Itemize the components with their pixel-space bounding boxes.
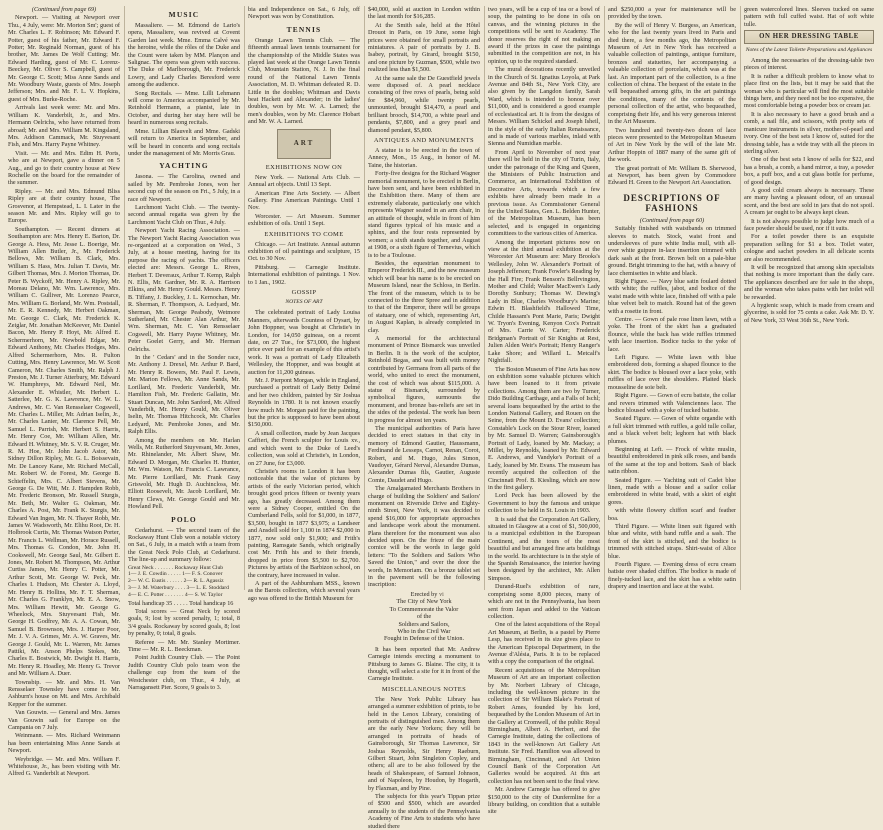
paragraph: The municipal authorities of Paris have decided to erect statues in that city in memory of Edmond Gautier, Haussmann, Ferdinand de Lesseps, Carnot, Renan, Corot, Robert, and M. Hugo, Jules Simon, Vaudoyer, Gérard Nerval, Alexandre Dumas, Alexander Dumas fils, Gautier, Auguste Comte, Daudet and Hugo. [368,424,480,484]
paragraph: Mr. J. Pierpont Morgan, while in England, purchased a portrait of Lady Betty Delmé and her two children, painted by Sir Joshua Reynolds in 1780. It is not known exactly how much Mr. Morgan paid for the painting, but the price is supposed to have been about $150,000. [248,377,360,429]
column-2 [128,6,240,692]
column-rule [364,6,365,590]
paragraph: Song Recitals. — Mme. Lilli Lehmann will come to America accompanied by Mr. Reinhold Hermann, a pianist, late in October, and during her stay here will be heard in numerous song recitals. [128,89,240,127]
paragraph: Seated Figure. — Yachting suit of Cadet blue linen, made with a blouse and a sailor collar embroidered in white braid, with a skirt of eight gores. [608,476,736,506]
art-section-logo [277,129,331,159]
inscription-line: To Commemorate the Valor [389,605,459,613]
continued-note: (Continued from page 69) [31,6,97,13]
paragraph: A part of the Ashburnham MSS., known as the Barois collection, which several years ago was offered to the British Museum for [248,580,360,602]
paragraph: Massaliere. — M. Edmond de Lario's opera, Massaliere, was revived at Covent Garden last week. Mme. Emma Calvé was the heroine, while the rôles of the Duke and the Count were taken by MM. Plançon and Salignac. The opera was given with success. The Duke of Marlborough, Mr. Frederick Lowry, and Lady Charles Beresford were among the audience. [128,22,240,89]
paragraph: Newport Yacht Racing Association. — The Newport Yacht Racing Association was re-organized at a corporation on Wed., 3 July, at a house meeting, having for its purpose the racing of yachts. The officers elected are: Messrs. George L. Rives, Herbert T. Deveraux, Arthur T. Kemp, Ralph N. Ellis, Mr. Gardner, Mr. R. A. Harrison Elkins, and Mr. Henry Gould. Messrs. Henry B. Tiffany, J. Buckley, J. L. Kernochan, Mr. R. Sherman, F. Thompson, A. Ledyard, Mr. Sherman, Mr. George Peabody, Wetmore Sutherland, Mr. Chester Alan Arthur, Mr. Wm. Sherman, Mr. C. Van Rensselaer Cogswell, Mr. Harry Payne Whitney, Mr. Peter Goelet Gerry, and Mr. Herman Oelrichs. [128,227,240,353]
paragraph: and $250,000 a year for maintenance will be provided by the town. [608,6,736,21]
paragraph: Mme. Lillian Blauvelt and Mme. Gadski will return to America in September, and will be heard in concerts and song recitals under the management of Mr. Morris Grau. [128,127,240,157]
paragraph: Beginning at Left. — Frock of white muslin, beautiful embroidered in pink silk roses, and bands of the same at the top and bottom. Sash of black satin ribbon. [608,445,736,476]
column-rule [604,6,605,590]
paragraph: bia and Independence on Sat., 6 July, off Newport was won by Constitution. [248,6,360,21]
paragraph: Arrivals last week were: Mr. and Mrs. William K. Vanderbilt, Jr., and Mrs. Hermann Oelrichs, who have returned from abroad; Mr. and Mrs. William M. Kingsland, Mrs. Addison Cammack, Mr. Stuyvesant Fish, and Mrs. Harry Payne Whitney. [8,104,120,149]
paragraph: Third Figure. — White linen suit figured with blue and white, with band ruffle and a sash. The front of the skirt is stitched, and the bodice is trimmed with stitched straps. Shirt-waist of Alice blue. [608,523,736,560]
paragraph: It will be recognized that among skin specialists that nothing is more important than the daily care. The appliances described are for sale in the shops, and the woman who takes pains with her toilet will be rewarded. [744,264,874,301]
paragraph: One of the latest acquisitions of the Royal Art Museum, at Berlin, is a pastel by Pierre Lesp, has received in its size gives place to the American Episcopal Department, in the Avenue d'Alésia, Paris. It is to be replaced with a copy the comparison of the original. [488,621,600,666]
section-heading-antiques: ANTIQUES AND MONUMENTS [373,136,475,144]
paragraph: Cedarhurst. — The second team of the Rockaway Hunt Club won a notable victory on Sat., 6 July, in a match with a team from the Great Neck Polo Club, at Cedarhurst. The line-up and summary follow: [128,526,240,564]
paragraph: Weinmann. — Mrs. Richard Weinmann has been entertaining Miss Anne Sands at Newport. [8,732,120,755]
inscription-line: of the [416,613,432,621]
dressing-table-subtitle: Notes of the Latest Toilette Preparations and Appliances [745,46,873,53]
paragraph: Chicago. — Art Institute. Annual autumn exhibition of oil paintings and sculpture, 15 Oct. to 30 Nov. [248,240,360,263]
paragraph: Jasona. — The Carolina, owned and sailed by Mr. Pembroke Jones, won her second cup of the season on Fri., 5 July, in a race off Newport. [128,173,240,203]
paragraph: Total handicap 35 . . . . . Total handicap 16 [128,599,234,607]
paragraph: The New York Public Library has arranged a summer exhibition of prints, to be held in the Lenox Library, consisting of portraits of distinguished men. Among them are the early New Yorkers; they will be arranged in portraits of heads of Gainsborough, Sir Thomas Lawrence, Sir Joshua Reynolds, Sir Henry Raeburn, Gilbert Stuart, John Singleton Copley, and others; all are to be also followed by the heads of Shakespeare, of Samuel Johnson, and of Napoleon, by Houdon, by Hogarth, by Flaxman, and by Pine. [368,695,480,792]
page-number: vi [439,592,444,598]
paragraph: Southampton. — Recent dinners at Southampton are: Mrs. Henry E. Barton, Dr. George A. Hess, Mr. Jesse L. Boerige, Mr. William Allen Butler, Jr., Mr. Frederick Bellows, Mr. William B. Clark, Mrs. William S. Hass, Mrs. Julian T. Davis, Mr. Gilbert Thomas, Mrs. J. Morton Thomas, Dr. Peter B. Wyckoff, Mr. Henry A. Ripley, Mr. Moreau Delano, Mr. Wm. Lawrence, Mrs. William C. Gulliver, Mr. Lorenzo Pearce, Mrs. William G. Borland, Mr. Wm. Poststall, Mr. E. R. Kennedy, Mr. Herbert Oakman, Mr. George C. Clark, Mr. Frederick K. Zeiglar, Mr. Jonathan McKeever, Mr. Daniel Bacon, Mr. Henry P. Hoyt, Mr. Alfred E. Schermerhorn, Mr. Newbold Edgar, Mr. Edward Anthony, Mr. Charles Hodges, Mrs. Alfred Schermerhorn, Mrs. R. Fulton Cutting, Mrs. Henry Lawrence, Mr. W. Scott Cameron, Mr. Charles Smith, Mr. Ralph J. Preston, Mr. J. Turner Atterbury, Mr. Edward W. Humphreys, Mr. Edward Neil, Mr. Alexander E. Whistler, Mr. Herbert L. Satterlee, Mr. G. K. Lawrence, Mr. W. L. Andrews, Mr. C. Van Rensselaer Cogswell, Mr. Charles L. Miller, Mr. Adrian Iselin, Jr., Mr. Charles Lanier, Mr. Clarence Pell, Mr. Samuel L. Parrish, Mr. Herbert S. Harris, Mr. Henry Coe, Mr. William Allen, Mr. Edward H. Whitney, Mr. S. V. R. Cruger, Mr. R. M. Hoe, Mr. John Jacob Astor, Mr. Sidney Dillon Ripley, Mr. G. L. Boissevain, Mr. De Lancey Kane, Mr. Richard McCall, Mr. Robert W. de Forest, Mr. George B. Schieffelin, Mrs. C. Albert Stevens, Mr. George G. De Witt, Mr. J. Hampden Robb, Mr. Frederic Bronson, Mr. Russell Sturgis, Mr. Beth, Mr. Walter G. Oakman, Mr. Charles A. Post, Mr. Frank K. Sturgis, Mr. Edward Van Ingen, Mr. N. Thayer Robb, Mr. James W. Wadsworth, Mr. Elihu Root, Dr. H. Holbrook Curtis, Mr. Thomas Watson Porter, Mr. Francis L. Wellman, Mr. Horace Russell, Mrs. Thomas G. Condon, Mr. John H. Cookswell, Mr. George Saul, Mr. Gilbert E. Jones, Mr. Robert M. Thompson, Mr. Arthur Curtiss James, Mr. Henry C. Potter, Mr. Arthur Scott, Mr. George W. Peck, Mr. Charles I. Hudson, Mr. Chester A. Lloyd, Mr. Henry B. Hollins, Mr. F. T. Sherman, Mr. Charles G. Franklyn, Mr. E. A. Snow, Mrs. William Hewitt, Mr. George G. Wheelock, Mrs. Stuyvesant Fish, Mr. George H. Godfrey, Mr. A. A. Cowan, Mr. Samuel B. Brownson, Mrs. J. Harper Poor, Mr. J. V. A. Grimes, Mr. A. W. Graves, Mr. George J. Gould, Mr. L. Warren, Mr. James Pattiki, Mr. Anson Phelps Stokes, Mr. Charles E. Bostwick, Mr. Dwight H. Harris, Mr. Henry R. Hoadley, Mr. Henry G. Trevor and Mr. William A. Duer. [8,225,120,678]
paragraph: It has been reported that Mr. Andrew Carnegie intends erecting a monument to Pittsburg to James G. Blaine. The city, it is thought, will select a site for it in front of the Carnegie Institute. [368,645,480,683]
continued-note: (Continued from page 60) [639,216,705,224]
column-4 [368,6,480,830]
paragraph: The mural decorations recently unveiled in the Church of St. Ignatius Loyola, at Park Avenue and 84th St., New York City, are also given by the Langdon family, Sarah Ward, which is intended to honour over $11,000, and is considered a good example of ecclesiastical art. It is from the designs of Messrs. William Schickel and Joseph Isheil, in the style of the early Italian Renaissance, and is made of various marbles, inlaid with Sienna and Numidian marble. [488,66,600,148]
paragraph: Weybridge. — Mr. and Mrs. William F. Whitehouse, Jr., has been visiting with Mr. Alfred G. Vanderbilt at Newport. [8,755,120,778]
paragraph: Larchmont Yacht Club. — The twenty-second annual regatta was given by the Larchmont Yacht Club on Thur., 4 July. [128,203,240,226]
section-heading-tennis: TENNIS [286,24,322,34]
paragraph: Right Figure. — Gown of ecru batiste, the collar and revers trimmed with Valenciennes lace. The bodice bloused with a yoke of tucked batiste. [608,392,736,414]
monument-inscription [368,591,480,643]
paragraph: Seated Figure. — Gown of white organdie with a full skirt trimmed with ruffles, a gold tulle collar, and a black velvet belt; leghorn hat with black plumes. [608,415,736,445]
paragraph: For a toilet powder there is an exquisite preparation selling for $1 a box. Toilet water, cologne and sachet powders in all delicate scents are also recommended. [744,233,874,263]
column-6 [608,6,736,592]
paragraph: Referee — Mr. Mr. Stanley Mortimer. Time — Mr. R. L. Beeckman. [128,638,240,654]
inscription-line: Soldiers and Sailors, [398,620,450,628]
column-rule [244,6,245,590]
paragraph: Suitably finished with waistbands on trimmed sleeves to match. Stock, waist front and undersleeves of pure white India mull, with all-over white guipure in-lace insertion trimmed with dark sash at the front. Brown belt on a pale-blue ground. Bright trimming to the hat, with a heavy of lace chemisettes in white and black. [608,225,736,277]
column-rule [740,6,741,590]
paragraph: with white flowery chiffon scarf and feather boa. [608,507,736,522]
paragraph: Orange Lawn Tennis Club. — The fifteenth annual lawn tennis tournament for the championship of the Middle States was played last week at the Orange Lawn Tennis Club, Mountain Station, N. J. In the final round of the National Lawn Tennis Association, M. D. Whitman defeated R. D. Little in the doubles; Whitman and Davis beat Hackett and Alexander; in the ladies' doubles, won by Mr. W. A. Larned; the men's doubles, won by Mr. Clarence Hobart and Mr. W. A. Larned. [248,36,360,126]
paragraph: A memorial for the architectural monument of Prince Bismarck was unveiled in Berlin. It is the work of the sculptor, Reinhold Begas, and was built with money contributed by Germans from all parts of the world, who united to erect the monument, the cost of which was about $115,000. A statue of Bismarck, surrounded by symbolical figures, surmounts the monument, and bronze bas-reliefs are set in the sides of the pedestal. The work has been in progress for almost ten years. [368,335,480,424]
paragraph: It is also necessary to have a good brush and a comb, a nail file, and scissors, with pretty sets of manicure instruments in silver, mother-of-pearl and ivory. One of the best sets I know of, suited for the dressing table, has a wide tray with all the pieces in sterling silver. [744,110,874,155]
paragraph: The great portrait of Mr. William B. Sherwood, at Newport, has been given by Commodore Edward H. Green to the Newport Art Association. [608,164,736,187]
gossip-subheading: NOTES OF ART [285,298,323,305]
paragraph: By the will of Henry V. Burgess, an American, who for the last twenty years lived in Paris and died there, a few months ago, the Metropolitan Museum of Art in New York has received a valuable collection of paintings, antique furniture, bronzes and statuettes, her accompanying a valuable collection of porcelain, which was at the last. An important part of the collection, is a fine collection of china. The bequest of the estate in the will bequeathed among gifts, in the art paintings the conditions, many of the contents of the personal collection of the artist, who bequeathed, comprising their life, and his very generous interest in the Art Museum. [608,21,736,126]
paragraph: In the ' Cedars' and in the Sonder race, Mr. Anthony J. Drexel, Mr. Arthur P. Bard, Mr. Henry R. Bowers, Mr. Paul F. Lewis, Mr. Marion Fellows, Mr. Anne Sands, Mr. Lorillard, Mr. Frederic Vanderbilt, Mr. Hamilton Fish, Mr. Frederic Gallatin, Mr. Stuart Duncan, Mr. John Sanford, Mr. Alfred Vanderbilt, Mr. Henry Gould, Mr. Oliver Iselin, Mr. Thomas Hitchcock, Mr. Charles Ledyard, Mr. Pembroke Jones, and Mr. Ralph Ellis. [128,354,240,436]
paragraph: Townsbip. — Mr. and Mrs. H. Van Rensselaer Townsley have come to Mr. Ashburn's house on Mt. and Mrs. Archibald Kepper for the summer. [8,678,120,708]
section-heading-polo: POLO [171,514,197,524]
paragraph: Van Gouwin. — General and Mrs. James Van Gouwin sail for Europe on the Campania on 7 July. [8,709,120,731]
column-5 [488,6,601,816]
paragraph: One of the best sets I know of sells for $22, and has a brush, a comb, a hand mirror, a tray, a powder box, a puff box, and a cut glass bottle for perfume, of good design. [744,156,874,186]
inscription-line: The City of New York [396,598,452,606]
paragraph: green watercolored lines. Sleeves tucked on same pattern with full cuffed waist. Hat of soft white tulle. [744,6,874,28]
section-heading-miscellaneous: MISCELLANEOUS NOTES [381,685,467,693]
inscription-line: Who in the Civil War [397,627,451,635]
paragraph: Durand-Ruel's exhibition of rare, comprising some 8,000 pieces, many of which are not in the Pennsylvania, has been sent from Japan and added to the Vatican collection. [488,583,600,620]
paragraph: American Fine Arts Society. — Albert Gallery. Fine American Paintings. Until 1 Nov. [248,189,360,212]
paragraph: Centre. — Gown of pale rose linen lawn, with a yoke. The front of the skirt has a graduated flounce, while the back has wide ruffles trimmed with lace insertion. Bodice tucks to the yoke of lace. [608,316,736,353]
section-heading-music: MUSIC [168,10,200,19]
dressing-table-header: ON HER DRESSING TABLE [744,30,874,43]
column-rule [124,6,125,590]
section-heading-yachting: YACHTING [159,161,209,171]
paragraph: The Boston Museum of Fine Arts has now on exhibition some valuable pictures which have been loaned to it from private collections. Among them are two by Turner, Dido Building Carthage, and a Falls of Ischl; several loans bequeathed by the artist to the London National Gallery, and Rouen on the Seine, from the Mount D. Evans' collection; Constable's Lock on the Stour River, loaned by Mr. Samuel D. Warren; Gainsborough's Portrait of Lady, loaned by Mr. Mackay; a Millet, by Reynolds, loaned by Mr. Edward E. Andrews, and Vandyke's Portrait of a Lady, loaned by Mr. Evans. The museum has recently acquired the collection of the Cincinnati Prof. B. Kiesling, which are now in the first gallery. [488,365,601,491]
paragraph: Christie's rooms in London it has been noticeable that the value of pictures by artists of the early Victorian period, which brought good prices fifteen or twenty years ago, has greatly decreased. Among them were a Sidney Cooper, entitled On the Cumberland Fells, sold for $1,000, in 1877, $3,500, bought in 1877 $3,975; a Landseer and Ansdell sold for 1,100 in 1874 $2,000 in 1877, now sold only $1,900; and Frith's painting, Ramsgate Sands, which originally cost Mr. Frith his and to their friends, dropped in price from $5,500 to $2,700. Pictures by artists of the Barbizon school, on the contrary, have increased in value. [248,467,360,579]
column-1 [8,6,120,778]
section-heading-descriptions-of-fashions: DESCRIPTIONS OF FASHIONS [623,192,721,213]
paragraph: Worcester. — Art Museum. Summer exhibition of oils. Until 1 Sept. [248,212,360,228]
paragraph: Ripley. — Mr. and Mrs. Edmund Bliss Ripley are at their country house, The Grosvenor, at Hempstead, L. I. Later in the season Mr. and Mrs. Ripley will go to Europe. [8,187,120,225]
section-heading-gossip: GOSSIP [291,288,317,296]
paragraph: Pittsburg. — Carnegie Institute. International exhibition of paintings. 1 Nov. to 1 Jan., 1902. [248,263,360,286]
column-7 [744,6,874,592]
art-label: ART [293,138,315,147]
column-rule [484,6,485,590]
paragraph: Forty-five designs for the Richard Wagner memorial monument, to be erected in Berlin, have been sent, and have been exhibited in the Exhibition there. Many of them are extremely elaborate, particularly one which represents Wagner seated in an arm chair, in an attitude of thought, while in front of him stand figures typical of his music and a sphinx, and the four rests represented by women; a sixth stands together, and August at 1908, or a sixth figure of Ternevius, which is to be a Toulouse. [368,170,480,259]
paragraph: The Amalgamated Merchants Brothers in charge of building the Soldiers' and Sailors' monument on Riverside Drive and Eighty-ninth Street, New York, it was decided to spend $16,000 for appropriate approaches and landscape work about the monument. Plans therefore for the monument was also decided upon. On the frieze of the main cornice will be the words in large gold letters: "To the Soldiers and Sailors Who Saved the Union," and over the door the words, In Memoriam. On a bronze tablet set in the pavement will be the following inscription: [368,485,480,589]
paragraph: Newport. — Visiting at Newport over Thu., 4 July, were: Mr. Morton Sm'; guest of Mr. Charles L. F. Robinson; Mr. Edward F. Potter, guest of his father, Mr. Edward F. Potter; Mr. Reginald Norman, guest of his brother, Mr. James De Wolf Cutting; Mr. Edward Harding, guest of Mr. C. Lorenz-Beeckey, Mr. Oliver S. Campbell, guest of Mr. George C. Scott; Miss Anne Sands and Mr. Woodbury Waste, guests of Mrs. Joseph Jefferson; Mrs. and Mr. F. L. V. Hopkins, guest of Mrs. Burke-Roche. [8,14,120,103]
paragraph: Fourth Figure. — Evening dress of ecru cream batiste over shaded chiffon. The bodice is made of finely-tucked lace, and the skirt has a white satin drapery and insertion and lace at the waist. [608,561,736,591]
paragraph: Mr. Andrew Carnegie has offered to give $150,000 to the city of Dunfermline for a library building, on condition that a suitable site [488,786,600,816]
paragraph: The subjects for this year's Tippan prize of $500 and $500, which are awarded annually to the students of the Pennsylvania Academy of Fine Arts to students who have studied there [368,793,480,830]
paragraph: New York. — National Arts Club. — Annual art objects. Until 13 Sept. [248,173,360,189]
paragraph: Two hundred and twenty-two dozen of lace pieces were presented to the Metropolitan Museum of Art in New York by the will of the late Mr. Arthur Hoppin of 1887 many of the same gift of the work. [608,126,736,164]
paragraph: A statue is to be erected in the town of Annecy, Mon., 15 Aug., in honor of M. Taine, the historian. [368,146,480,169]
paragraph: It is said that the Corporation Art Gallery, situated in Glasgow at a cost of $1, 500,000, is a municipal exhibition in the European Continent, and the tours of the most beautiful and but arranged fine arts buildings in the world. Its architecture is in the style of the Spanish Renaissance, the interior having been designed by the architect, Mr. Allen Simpson. [488,515,600,582]
paragraph: Among the necessaries of the dressing-table two pieces of interest. [744,57,874,72]
paragraph: A hygienic soap, which is made from cream and glycerine, is sold for 75 cents a cake. Ask Mr. D. Y. of New York, 33 West 36th St., New York. [744,302,874,324]
inscription-line: Erected by [410,590,438,598]
paragraph: Lord Peck has been allowed by the Government to buy the famous and unique collection to be held in St. Louis in 1903. [488,492,600,515]
paragraph: Total scores — Great Neck by scored goals, 9; lost by scored penalty, 1; total, 8 3/4 goals. Rockaway by scored goals, 8; lost by penalty, 0; total, 8 goals. [128,608,240,638]
paragraph: Besides, the equestrian monument to Emperor Frederick III., and the new museum which will bear his name is to be erected on Museum Island, near the Schloss, in Berlin. The front of the museum, which is to be connected to the three Spree and in addition to that of the Emperor, there will be groups of statuary, one of which, representing Art, in August Kaplan, is already completed in clay. [368,260,480,334]
paragraph: Among the members on Mr. Harlan Wells, Mr. Rutherford Stuyvesant, Mr. Jones, Mr. Rhinelander, Mr. Albert Shaw, Mr. Edward D. Morgan, Mr. Charles H. Hunter, Mr. Wm. Watson, Mr. Francis C. Lawrance, Mr. Pierre Lorillard, Mr. Frank Gray Griswold, Mr. Hugh D. Auchincloss, Mr. Elliott Roosevelt, Mr. Jacob Lorillard, Mr. Henry Clews, Mr. George Gould and Mr. Howland Pell. [128,436,240,511]
section-heading-exhibitions-to-come: EXHIBITIONS TO COME [264,230,344,238]
paragraph: At the same sale the De Guestfield jewels were disposed of. A pearl necklace consisting of five rows of pearls, being sold for $84,960, while twenty pearls, unmounted, brought $14,470, a pearl and brilliant brooch, $14,700, a white pearl and pendants, $7,800, and a grey pearl and diamond pendant, $5,800. [368,74,480,134]
paragraph: Left Figure. — White lawn with blue embroidered dots, forming a shaped flounce to the skirt. The bodice is bloused over a lace yoke, with ruffles of lace over the shoulders. Plaited black mousseline de soie belt. [608,354,736,391]
section-heading-exhibitions-now: EXHIBITIONS NOW ON [265,163,343,171]
paragraph: At the Smith sale, held at the Hôtel Drouot in Paris, on 19 June, some high prices were obtained for small portraits and miniatures. A pair of portraits by J. B. Isabey, portrait, by Girard, brought $150, and one picture by Guzman, $500, while two realized less than $1,500. [368,21,480,74]
paragraph: Visit. — Mr. and Mrs. Edim H. Ports, who are at Newport, gave a dinner on 5 Aug., and go to their country house at New Rochelle on the board for the remainder of the summer. [8,149,120,187]
paragraph: Point Judith Country Club. — The Point Judith Country Club polo team won the challenge cup from the team of the Westchester club, on Thur., 4 July, at Narragansett Pier. Score, 9 goals to 3. [128,654,240,692]
paragraph: Recent acquisitions of the Metropolitan Museum of Art are an important collection by Mr. Norbert Library of Chicago, including the well-known picture in the collection of Sir William Blake's Portrait of Robert Ames, founded by his lord, bequeathed by the London Museum of Art in the Gallery at Cromwell, of the public Royal Birmingham, Albert A. Herbert, and the Carnegie Institute, dating the collections of 1843 in the well-known Art Gallery Art Institute. Sir Fred. Hamilton was allowed to Birmingham, Cincinnati, and Art Union Council Bank of the Corporation Art Galleries would be acquired. At this art collection has not been sent to the final view. [488,666,600,785]
paragraph: two years, will be a cup of tea or a bowl of soup, the painting to be done in oils on canvas, and the winning pictures in the competitions will be sent to Academy. The donor reserves the right of not making an award if the prizes in case the paintings submitted in the competition are not, in his opinion, up to the required standard. [488,6,600,65]
paragraph: A good cold cream always is necessary. These are many having a pleasant odour, of an unusual scent, and the best are sold in jars that do not spoil. A cream jar ought to be always kept clean. [744,186,874,217]
paragraph: $40,000, sold at auction in London within the last month for $16,285. [368,6,480,21]
paragraph: From April to November of next year there will be held in the city of Turin, Italy, under the patronage of the King and Queen, the Ministers of Public Instruction and Commerce, an International Exhibition of Decorative Arts, towards which a few exhibits have already been made in a previous issue. As Commissioner General for the United States, Gen. L. Belden Hunter, of the Metropolitan Museum, has been selected, and is engaged in organizing committees to the various cities of America. [488,148,600,238]
paragraph: A small collection, made by Jean Jacques Caffieri, the French sculptor for Louis xv., and which went to the Duke of Leed's collection, was sold at Christie's, in London, on 27 June, for £3,000. [248,429,360,467]
paragraph: It is rather a difficult problem to know what to place first on the lists, but it may be said that the woman who is particular will find the most suitable things here, and they need not be too expensive, the most comfortable being a powder box or cream jar. [744,72,874,110]
polo-lineup: Great Neck . . . . . . . Rockaway Hunt Club 1— J. E. Cowdin . . . . . 1— F. S. Conover 2— W. C. Eustis . . . . . . 2— R. L. Agassiz 3— J. M. Waterbury . . . . 3— L. E. Stoddard 4— E. C. Potter . . . . . . . 4— S. W. Taylor [128,564,229,598]
paragraph: It is not always possible to judge how much of a face powder should be used, nor if it suits. [744,217,874,232]
column-3 [248,6,360,602]
paragraph: The celebrated portrait of Lady Louisa Manners, afterwards Countess of Dysart, by John Hoppner, was bought at Christie's in London, for 14,050 guineas, on a recent date, on 27 Tue., for $73,000, the highest price ever paid for an example of this artist's work. It was a portrait of Lady Elizabeth Wellesley, the Hoppner, and was bought at auction for 11,200 guineas. [248,309,360,376]
paragraph: Among the important pictures now on view at the third annual exhibition at the Worcester Art Museum are: Mary Brooks's Wellesley, John W. Alexander's Portrait of Joseph Jefferson; Frank Fowler's Reading by the Hall Fire; Frank Benson's Bellrvington, Mother and Child; Walter MacEwen's Lady Dorothy Sunbury; Thomas W. Dewing's Lady in Blue, Charles Woodbury's Marine; Edwin H. Blashfield's Hallowed Time, Childe Hassam's Pont Marie, Paris; Dwight W. Tryon's Evening, Kenyon Cox's Portrait of Mrs. Carrie W. Carter; Frederick Bridgman's Portrait of Sir Knights at Rest, Julien Alden Weir's Portrait; Henry Ranger's Lake Shore; and Willard L. Metcalf's Nightfall. [488,238,600,365]
paragraph: Right Figure. — Navy blue satin foulard dotted with white; the ruffles, jabot, and bodice of the waist made with white lace, finished off with a pale blue velvet belt to match. Round hat of the gown with a rosette in front. [608,278,736,315]
inscription-line: Fought in Defense of the Union. [383,635,465,643]
